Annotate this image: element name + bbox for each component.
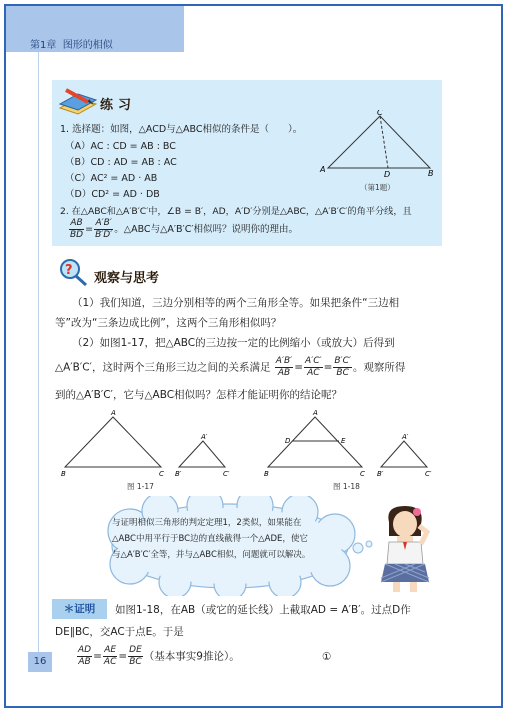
proof-line2: DE∥BC，交AC于点E。于是 [55,626,184,638]
triangle-figures [55,405,440,494]
fraction: $\frac{A'B'}{B'D'}$ [95,218,113,240]
svg-text:C′: C′ [425,470,432,478]
svg-text:A: A [313,409,318,417]
svg-text:C′: C′ [223,470,230,478]
fraction: $\frac{A'C'}{AC}$ [305,356,322,378]
exercise-option-b: （B）CD : AD = AB : AC [65,157,177,168]
svg-text:A′: A′ [402,433,409,441]
fraction: $\frac{DE}{BC}$ [129,645,142,667]
svg-text:B: B [61,470,66,478]
chapter-number: 第1章 [30,40,57,51]
fraction: $\frac{A'B'}{AB}$ [275,356,293,378]
figure-1-17 [61,409,230,478]
exercise-option-a: （A）AC : CD = AB : BC [65,141,176,152]
observe-p2-line3: 到的△A′B′C′，它与△ABC相似吗？怎样才能证明你的结论呢？ [55,389,343,401]
exercise-q1: 1. 选择题：如图，△ACD与△ABC相似的条件是（ ）。 [60,124,303,135]
fraction: $\frac{AD}{AB}$ [78,645,92,667]
observe-p2-line1: （2）如图1-17，把△ABC的三边按一定的比例缩小（或放大）后得到 [72,337,395,349]
figure-1-17-caption: 图 1-17 [127,482,154,491]
cloud-text: 与证明相似三角形的判定定理1，2类似，如果能在△ABC中用平行于BC边的直线截得一个△ADE，使它与△A′B′C′全等，并与△ABC相似，问题就可以解决。 [112,518,311,560]
exercise-figure [318,110,438,184]
observe-p1-line2: 等”改为“三条边成比例”，这两个三角形相似吗？ [55,317,282,329]
student-girl-illustration [375,502,435,598]
svg-text:B′: B′ [377,470,384,478]
figure-1-18-caption: 图 1-18 [333,482,360,491]
fraction: $\frac{B'C'}{BC}$ [334,356,351,378]
svg-text:D: D [285,437,291,445]
svg-text:E: E [341,437,346,445]
chapter-title: 图形的相似 [62,40,113,51]
fraction: $\frac{AB}{BD}$ [70,218,84,240]
svg-text:A′: A′ [201,433,208,441]
observe-title: 观察与思考 [94,271,160,286]
exercise-title: 练习 [100,98,137,113]
observe-p1-line1: （1）我们知道，三边分别相等的两个三角形全等。如果把条件“三边相 [72,297,400,309]
svg-text:B′: B′ [175,470,182,478]
exercise-option-c: （C）AC² = AD · AB [65,173,158,184]
fraction: $\frac{AE}{AC}$ [103,645,117,667]
label-d: D [384,170,391,179]
magnifier-question-icon [56,256,90,292]
svg-text:C: C [159,470,164,478]
figure-1-18 [264,409,432,478]
margin-line [38,52,39,652]
exercise-figure-caption: （第1题） [360,183,395,192]
equation-marker: ① [322,651,332,663]
svg-text:A: A [111,409,116,417]
page-number: 16 [28,652,52,672]
proof-line1: 如图1-18，在AB（或它的延长线）上截取AD = A′B′。过点D作 [115,604,411,616]
pencil-book-icon [58,86,98,120]
svg-text:?: ? [65,263,73,278]
observe-p2-line2: △A′B′C′，这时两个三角形三边之间的关系满足 $\frac{A'B'}{AB}$ = $\frac{A'C'}{AC}$ = $\frac{B'C'}{BC}$ 。观察所得 [55,356,406,378]
svg-text:B: B [264,470,269,478]
label-b: B [428,169,434,178]
label-c: C [377,110,383,117]
exercise-option-d: （D）CD² = AD · DB [65,189,160,200]
exercise-q2: 2. 在△ABC和△A′B′C′中，∠B = B′，AD，A′D′分别是△ABC，△A′B′C′的角平分线，且 [60,206,412,217]
label-a: A [320,165,326,174]
exercise-q2-cont: $\frac{AB}{BD}$ = $\frac{A'B'}{B'D'}$ 。△ABC与△A′B′C′相似吗？说明你的理由。 [70,218,298,240]
proof-tag: ＊证明 [52,599,107,619]
proof-equation: $\frac{AD}{AB}$ = $\frac{AE}{AC}$ = $\frac{DE}{BC}$ （基本事实9推论）。 [78,645,240,667]
chapter-header [30,36,113,51]
svg-text:C: C [360,470,365,478]
